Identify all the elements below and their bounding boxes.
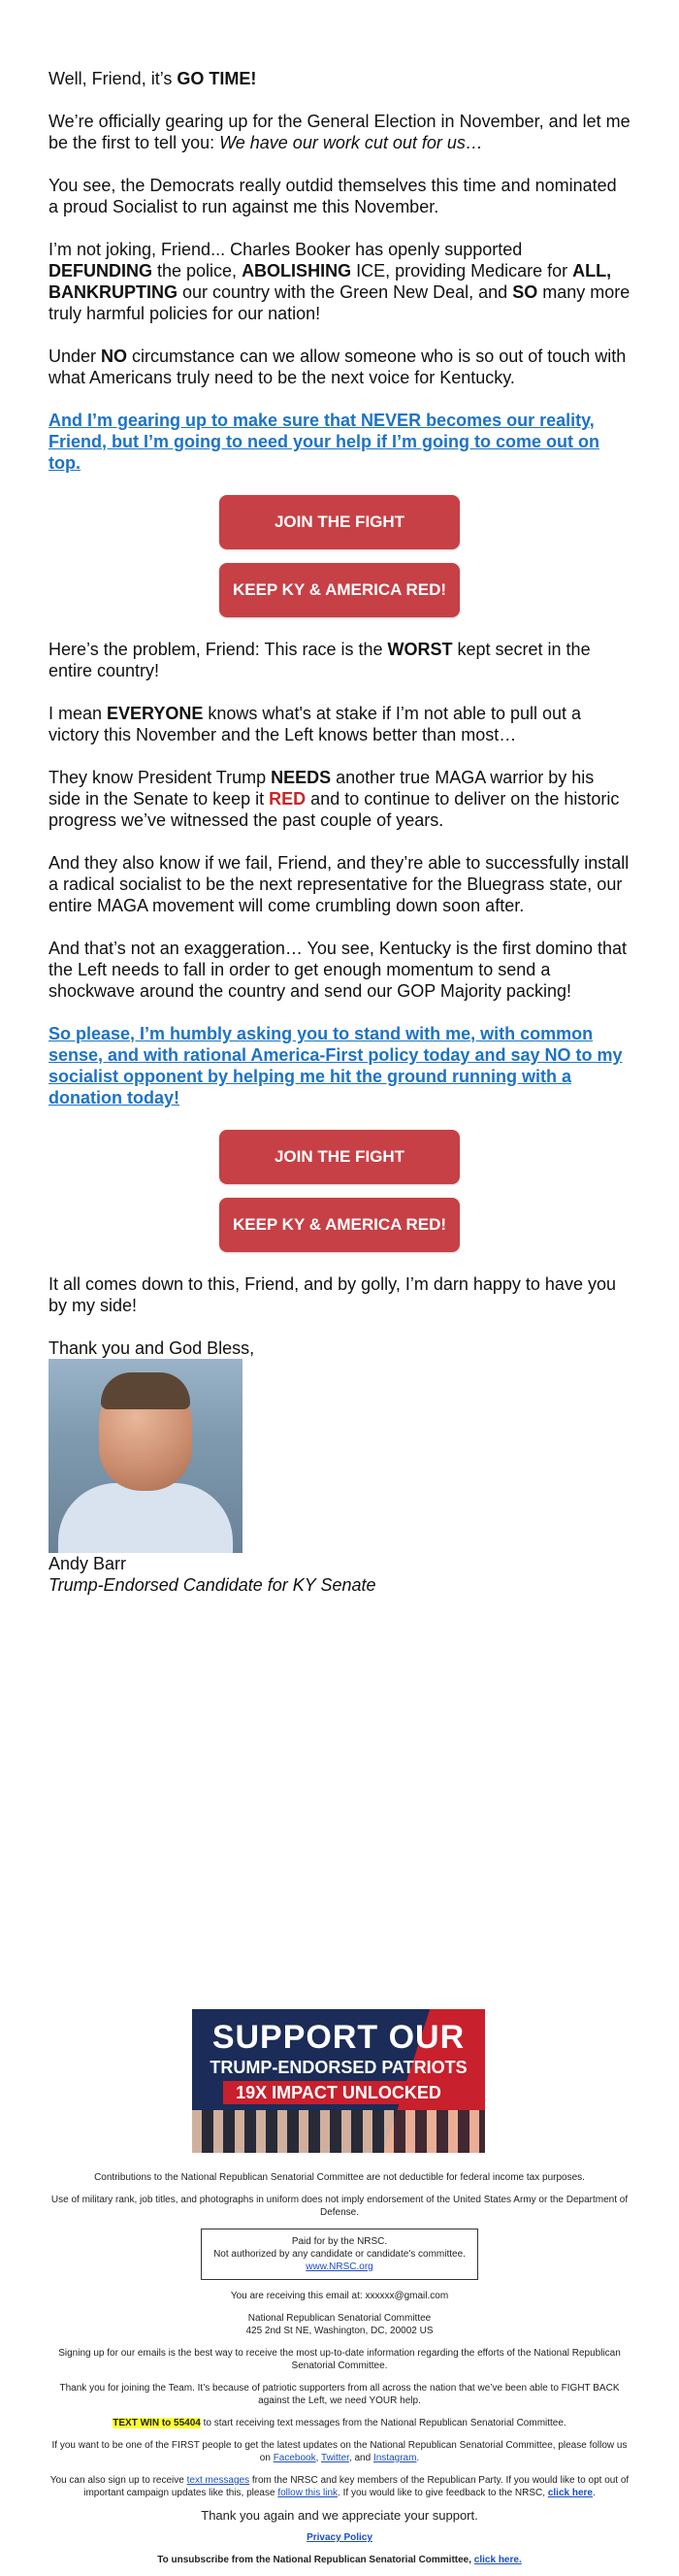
paragraph-fail: And they also know if we fail, Friend, and they’re able to successfully install a radical socialist to be the next representative for the Bluegrass state, our entire MAGA movement will come crumbling down soon after.: [48, 853, 630, 915]
banner-headline: SUPPORT OUR: [211, 2019, 466, 2056]
paragraph-democrats: You see, the Democrats really outdid themselves this time and nominated a proud Socialist to run against me this November.: [48, 176, 617, 216]
candidate-photo: [48, 1359, 242, 1553]
footer: [48, 2171, 630, 2576]
signature-name: Andy Barr: [48, 1554, 127, 1573]
support-banner[interactable]: [192, 2009, 485, 2153]
thanks-join: Thank you for joining the Team. It’s because of patriotic supporters from all across the nation that we’ve been able to FIGHT BACK against the Left, we need YOUR help.: [59, 2383, 620, 2406]
text-messages-link[interactable]: text messages: [186, 2475, 250, 2486]
military-disclaimer: Use of military rank, job titles, and photographs in uniform does not imply endorsement of the United States Army or the Department of Defense.: [50, 2195, 629, 2218]
email-body: [48, 68, 630, 1596]
text-signup: TEXT WIN to 55404 to start receiving text messages from the National Republican Senatorial Committee.: [113, 2418, 566, 2428]
opt-out-link[interactable]: follow this link: [277, 2488, 339, 2498]
signature-title: Trump-Endorsed Candidate for KY Senate: [48, 1575, 376, 1595]
banner-impact: 19X IMPACT UNLOCKED: [223, 2081, 454, 2104]
signoff: Thank you and God Bless,: [48, 1338, 255, 1358]
button-row: [48, 1198, 630, 1252]
button-row: [48, 1130, 630, 1184]
instagram-link[interactable]: Instagram: [372, 2453, 417, 2463]
donate-link-1[interactable]: And I’m gearing up to make sure that NEVER becomes our reality, Friend, but I’m going to need your help if I’m going to come out on top.: [48, 411, 599, 473]
tax-disclaimer: Contributions to the National Republican Senatorial Committee are not deductible for federal income tax purposes.: [94, 2172, 585, 2183]
paragraph-intro: We’re officially gearing up for the General Election in November, and let me be the first to tell you: We have our work cut out for us…: [48, 112, 630, 152]
paragraph-booker: I’m not joking, Friend... Charles Booker has openly supported DEFUNDING the police, ABOLISHING ICE, providing Medicare for ALL, BANKRUPTING our country with the Green New Deal, and SO many more truly harmful policies for our nation!: [48, 240, 630, 323]
join-the-fight-button[interactable]: JOIN THE FIGHT: [219, 495, 460, 549]
unsubscribe-link[interactable]: click here.: [473, 2555, 522, 2565]
paid-for-box: Paid for by the NRSC. Not authorized by any candidate or candidate's committee. www.NRSC.org: [201, 2229, 478, 2280]
patriots-group-image: [192, 2110, 485, 2153]
paragraph-domino: And that’s not an exaggeration… You see, Kentucky is the first domino that the Left needs to fall in order to get enough momentum to send a shockwave around the country and send our GOP Majority packing!: [48, 939, 628, 1001]
paragraph-trump: They know President Trump NEEDS another true MAGA warrior by his side in the Senate to keep it RED and to continue to deliver on the historic progress we’ve witnessed the past couple of years.: [48, 768, 620, 830]
thanks-final: Thank you again and we appreciate your support.: [201, 2508, 478, 2523]
paragraph-closing: It all comes down to this, Friend, and by golly, I’m darn happy to have you by my side!: [48, 1274, 616, 1315]
keep-ky-red-button[interactable]: KEEP KY & AMERICA RED!: [219, 563, 460, 617]
twitter-link[interactable]: Twitter: [321, 2453, 349, 2463]
paragraph-circumstance: Under NO circumstance can we allow someone who is so out of touch with what Americans truly need to be the next voice for Kentucky.: [48, 347, 627, 387]
unsubscribe: To unsubscribe from the National Republican Senatorial Committee, click here.: [157, 2555, 522, 2565]
paragraph-problem: Here’s the problem, Friend: This race is the WORST kept secret in the entire country!: [48, 640, 591, 680]
donate-link-2[interactable]: So please, I’m humbly asking you to stand with me, with common sense, and with rational America-First policy today and say NO to my socialist opponent by helping me hit the ground running with a donation today!: [48, 1024, 623, 1107]
social-follow: If you want to be one of the FIRST people to get the latest updates on the National Republican Senatorial Committee, please follow us on Facebook, Twitter, and Instagram.: [51, 2440, 628, 2463]
banner-subhead: TRUMP-ENDORSED PATRIOTS: [210, 2058, 468, 2077]
button-row: [48, 563, 630, 617]
facebook-link[interactable]: Facebook: [273, 2453, 316, 2463]
keep-ky-red-button[interactable]: KEEP KY & AMERICA RED!: [219, 1198, 460, 1252]
button-row: [48, 495, 630, 549]
paragraph-everyone: I mean EVERYONE knows what's at stake if I’m not able to pull out a victory this November and the Left knows better than most…: [48, 704, 582, 744]
mailing-address: National Republican Senatorial Committee 425 2nd St NE, Washington, DC, 20002 US: [245, 2313, 434, 2336]
join-the-fight-button[interactable]: JOIN THE FIGHT: [219, 1130, 460, 1184]
signup-info: Signing up for our emails is the best way to receive the most up-to-date information regarding the efforts of the National Republican Senatorial Committee.: [58, 2348, 621, 2371]
optout-info: You can also sign up to receive text messages from the NRSC and key members of the Republican Party. If you would like to opt out of important campaign updates like this, please follow this link. If you would like to give feedback to the NRSC, click here.: [49, 2475, 630, 2498]
privacy-policy-link[interactable]: Privacy Policy: [307, 2532, 372, 2543]
feedback-link[interactable]: click here: [547, 2488, 593, 2498]
receiving-email: You are receiving this email at: xxxxxx@gmail.com: [230, 2291, 449, 2301]
greeting: Well, Friend, it’s GO TIME!: [48, 69, 257, 88]
nrsc-website-link[interactable]: www.NRSC.org: [306, 2262, 373, 2272]
